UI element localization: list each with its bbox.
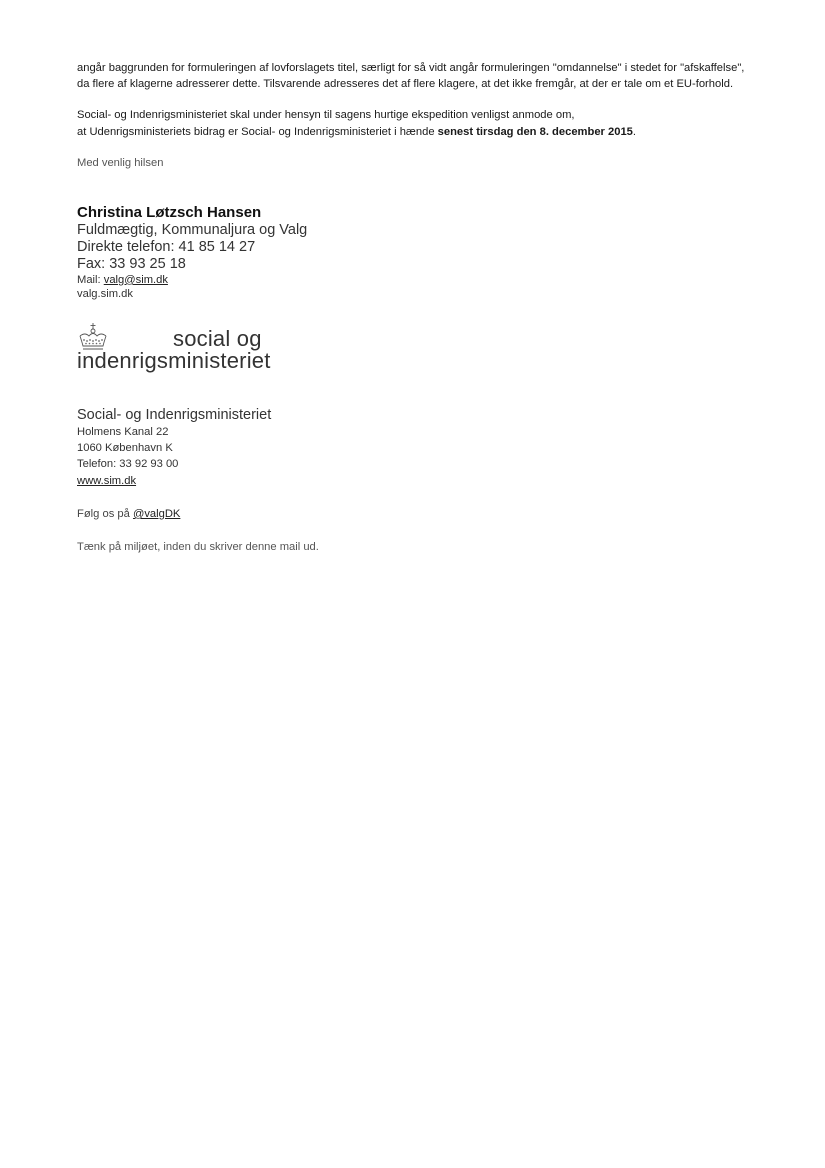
follow-line bbox=[77, 506, 757, 522]
ministry-logo bbox=[77, 322, 337, 384]
signer-title: Fuldmægtig, Kommunaljura og Valg bbox=[77, 221, 308, 238]
request-paragraph bbox=[77, 107, 757, 139]
signer-phone: Direkte telefon: 41 85 14 27 bbox=[77, 238, 256, 255]
closing-greeting: Med venlig hilsen bbox=[77, 156, 164, 169]
signature-block bbox=[77, 203, 757, 302]
org-name: Social- og Indenrigsministeriet bbox=[77, 406, 272, 423]
address-block bbox=[77, 407, 757, 489]
signer-fax: Fax: 33 93 25 18 bbox=[77, 255, 186, 272]
follow-label: Følg os på bbox=[77, 508, 133, 520]
logo-text-line1: social og bbox=[173, 325, 262, 351]
signer-name: Christina Løtzsch Hansen bbox=[77, 203, 262, 221]
mail-label: Mail: bbox=[77, 273, 104, 286]
logo-text-line2: indenrigsministeriet bbox=[77, 347, 271, 373]
document-page bbox=[77, 60, 757, 555]
body-paragraph: angår baggrunden for formuleringen af lovforslagets titel, særligt for så vidt angår formuleringen "omdannelse" i stedet for "afskaffelse", da flere af klagerne adresserer dette. Tilsvarende adresseres det af flere klagere, at det ikke fremgår, at der er tale om et EU-forhold. bbox=[77, 62, 745, 91]
signer-mail bbox=[77, 273, 757, 288]
signer-web: valg.sim.dk bbox=[77, 288, 133, 301]
org-phone: Telefon: 33 92 93 00 bbox=[77, 458, 179, 471]
deadline-text: senest tirsdag den 8. december 2015 bbox=[437, 125, 633, 138]
request-line-1: Social- og Indenrigsministeriet skal under hensyn til sagens hurtige ekspedition venligst anmode om, bbox=[77, 109, 575, 122]
street-address: Holmens Kanal 22 bbox=[77, 425, 169, 438]
org-website bbox=[77, 473, 757, 489]
request-line-2-suffix: . bbox=[632, 125, 637, 138]
twitter-handle-link[interactable]: @valgDK bbox=[132, 508, 181, 520]
website-link[interactable]: www.sim.dk bbox=[77, 474, 137, 487]
city-address: 1060 København K bbox=[77, 442, 173, 455]
request-line-2-prefix: at Udenrigsministeriets bidrag er Social- og Indenrigsministeriet i hænde bbox=[77, 125, 438, 138]
eco-note: Tænk på miljøet, inden du skriver denne mail ud. bbox=[77, 541, 319, 553]
mail-link[interactable]: valg@sim.dk bbox=[103, 273, 168, 286]
